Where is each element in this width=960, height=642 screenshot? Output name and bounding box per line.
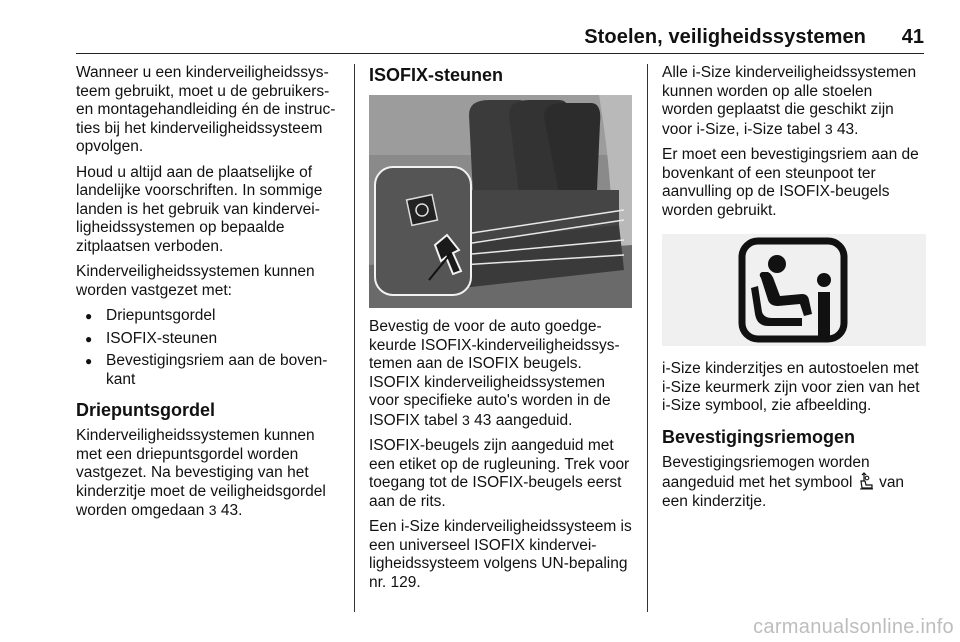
column-2 [369,64,632,599]
page-ref-arrow-icon: 3 [462,411,470,428]
page-number: 41 [901,26,924,48]
list-item: ● Bevestigingsriem aan de bovenkant [76,352,340,389]
paragraph: Kinderveiligheidssystemen kunnen met een driepuntsgordel worden vastgezet. Na bevestiging van het kinderzitje moet de veiligheidsgordel worden omgedaan 3 43. [76,427,326,519]
i-size-symbol-icon [662,234,926,346]
page-ref-arrow-icon: 3 [824,120,833,137]
column-3 [662,64,926,518]
list-item: ● Driepuntsgordel [76,307,340,326]
watermark: carmanualsonline.info [753,616,954,638]
page-ref-link[interactable]: 43 aangeduid. [474,411,573,429]
top-tether-anchor-icon [857,472,875,490]
paragraph: ISOFIX-beugels zijn aangeduid met een etiket op de rugleuning. Trek voor toegang tot de ISOFIX-beugels eerst aan de rits. [369,437,630,510]
column-1 [76,64,340,528]
paragraph: Houd u altijd aan de plaatselijke of landelijke voorschriften. In sommige landen is het gebruik van kinderveiligheidssystemen op bepaalde zitplaatsen verboden. [76,163,323,255]
paragraph: Een i-Size kinderveiligheidssysteem is een universeel ISOFIX kinderveiligheidssysteem volgens UN-bepaling nr. 129. [369,518,632,591]
page-header [76,26,924,52]
paragraph: Bevestigingsriemogen worden aangeduid met het symbool van een kinderzitje. [662,453,905,510]
fastening-method-list [76,307,340,389]
paragraph: Er moet een bevestigingsriem aan de bovenkant of een steunpoot ter aanvulling op de ISOFIX-beugels worden gebruikt. [662,146,919,219]
list-item: ● ISOFIX-steunen [76,330,340,349]
page-ref-arrow-icon: 3 [208,502,217,518]
paragraph: Alle i-Size kinderveiligheidssystemen kunnen worden op alle stoelen worden geplaatst die geschikt zijn voor i-Size, i-Size tabel 3 43. [662,64,917,138]
section-heading-isofix: ISOFIX-steunen [369,65,504,85]
column-divider-2 [647,64,648,612]
header-rule [76,53,924,54]
section-heading-bevestigingsriemogen: Bevestigingsriemogen [662,426,856,447]
paragraph: Kinderveiligheidssystemen kunnen worden vastgezet met: [76,263,315,299]
paragraph: Bevestig de voor de auto goedgekeurde ISOFIX-kinderveiligheidssystemen aan de ISOFIX beugels. ISOFIX kinderveiligheidssystemen voor specifieke auto's worden in de ISOFIX tabel 3 43 aangeduid. [369,318,620,429]
paragraph: Wanneer u een kinderveiligheidssysteem gebruikt, moet u de gebruikersen montagehandleiding én de instructies bij het kinderveiligheidssysteem opvolgen. [76,64,336,155]
isofix-rear-seat-photo [369,95,632,308]
page-ref-link[interactable]: 43. [836,120,859,138]
page-ref-link[interactable]: 43. [220,502,243,519]
section-heading-driepuntsgordel: Driepuntsgordel [76,400,216,420]
paragraph: i-Size kinderzitjes en autostoelen met i-Size keurmerk zijn voor zien van het i-Size symbool, zie afbeelding. [662,360,920,414]
column-divider-1 [354,64,355,612]
page-title: Stoelen, veiligheidssystemen [584,26,866,48]
